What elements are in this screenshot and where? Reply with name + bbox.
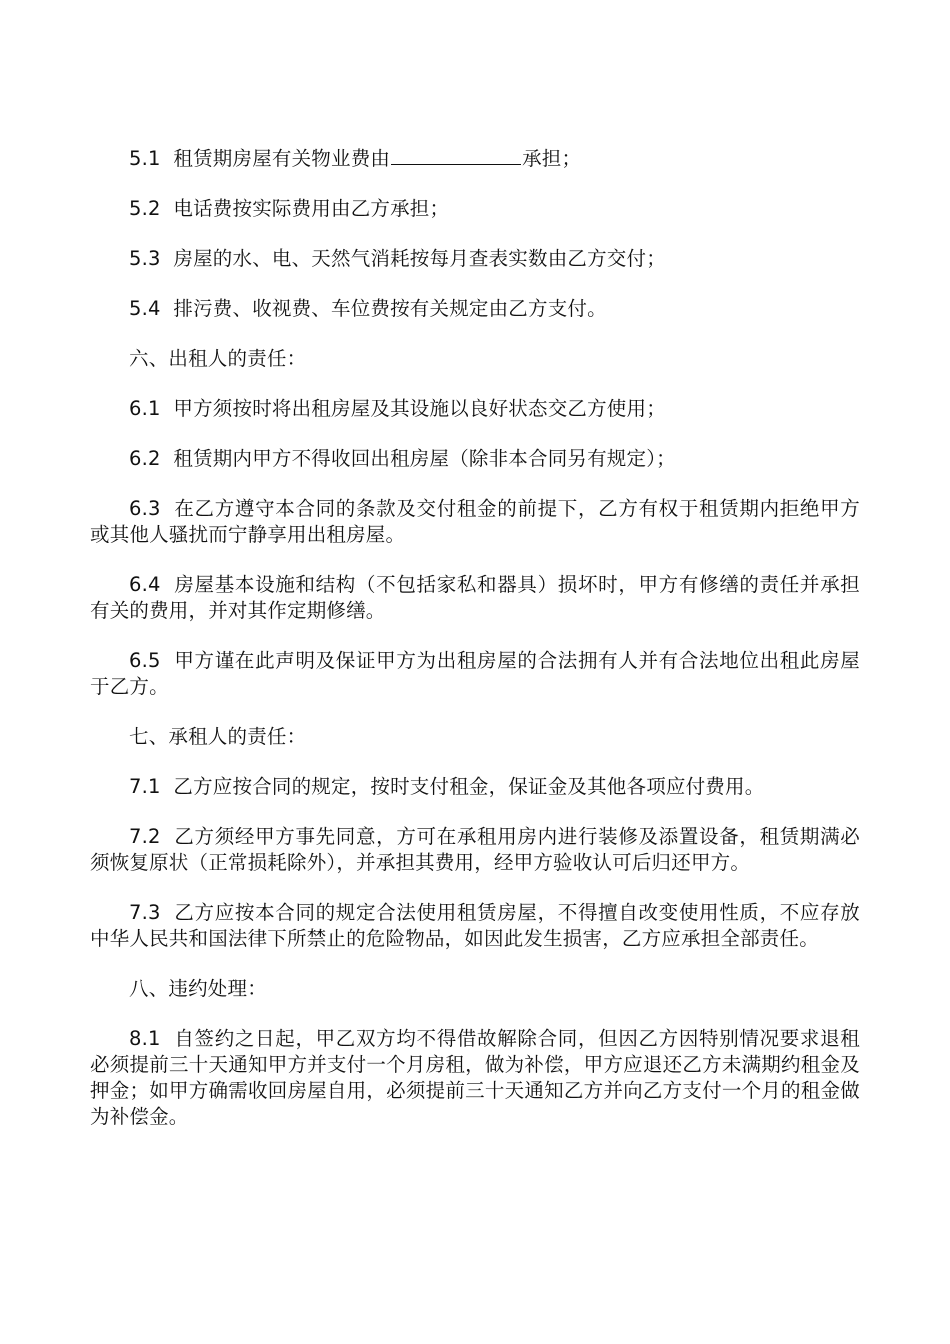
- clause-6-1: 6.1 甲方须按时将出租房屋及其设施以良好状态交乙方使用；: [129, 397, 666, 420]
- clause-8-1: 8.1 自签约之日起，甲乙双方均不得借故解除合同，但因乙方因特别情况要求退租必须提前三十天通知甲方并支付一个月房租，做为补偿，甲方应退还乙方未满期约租金及押金；如甲方确需收回房屋自用，必须提前三十天通知乙方并向乙方支付一个月的租金做为补偿金。: [90, 1027, 860, 1128]
- clause-7-2: 7.2 乙方须经甲方事先同意，方可在承租用房内进行装修及添置设备，租赁期满必须恢复原状（正常损耗除外），并承担其费用，经甲方验收认可后归还甲方。: [90, 825, 860, 874]
- clause-6-5: 6.5 甲方谨在此声明及保证甲方为出租房屋的合法拥有人并有合法地位出租此房屋于乙方。: [90, 649, 860, 698]
- section-heading-6: 六、出租人的责任：: [129, 347, 307, 370]
- fill-in-blank: [391, 146, 521, 165]
- section-heading-7: 七、承租人的责任：: [129, 725, 307, 748]
- clause-5-3: 5.3 房屋的水、电、天然气消耗按每月查表实数由乙方交付；: [129, 247, 666, 270]
- clause-5-1: [90, 146, 860, 172]
- clause-5-2: 5.2 电话费按实际费用由乙方承担；: [129, 197, 450, 220]
- document-page: [90, 146, 860, 1154]
- clause-5-4: 5.4 排污费、收视费、车位费按有关规定由乙方支付。: [129, 297, 607, 320]
- clause-5-1-text: 5.1 租赁期房屋有关物业费由: [129, 147, 391, 170]
- clause-6-4: 6.4 房屋基本设施和结构（不包括家私和器具）损坏时，甲方有修缮的责任并承担有关的费用，并对其作定期修缮。: [90, 573, 860, 622]
- clause-7-3: 7.3 乙方应按本合同的规定合法使用租赁房屋，不得擅自改变使用性质，不应存放中华人民共和国法律下所禁止的危险物品，如因此发生损害，乙方应承担全部责任。: [90, 901, 860, 950]
- clause-7-1: 7.1 乙方应按合同的规定，按时支付租金，保证金及其他各项应付费用。: [129, 775, 765, 798]
- clause-6-2: 6.2 租赁期内甲方不得收回出租房屋（除非本合同另有规定）；: [129, 447, 676, 470]
- clause-5-1-tail: 承担；: [522, 147, 582, 170]
- section-heading-8: 八、违约处理：: [129, 977, 267, 1000]
- clause-6-3: 6.3 在乙方遵守本合同的条款及交付租金的前提下，乙方有权于租赁期内拒绝甲方或其他人骚扰而宁静享用出租房屋。: [90, 497, 860, 546]
